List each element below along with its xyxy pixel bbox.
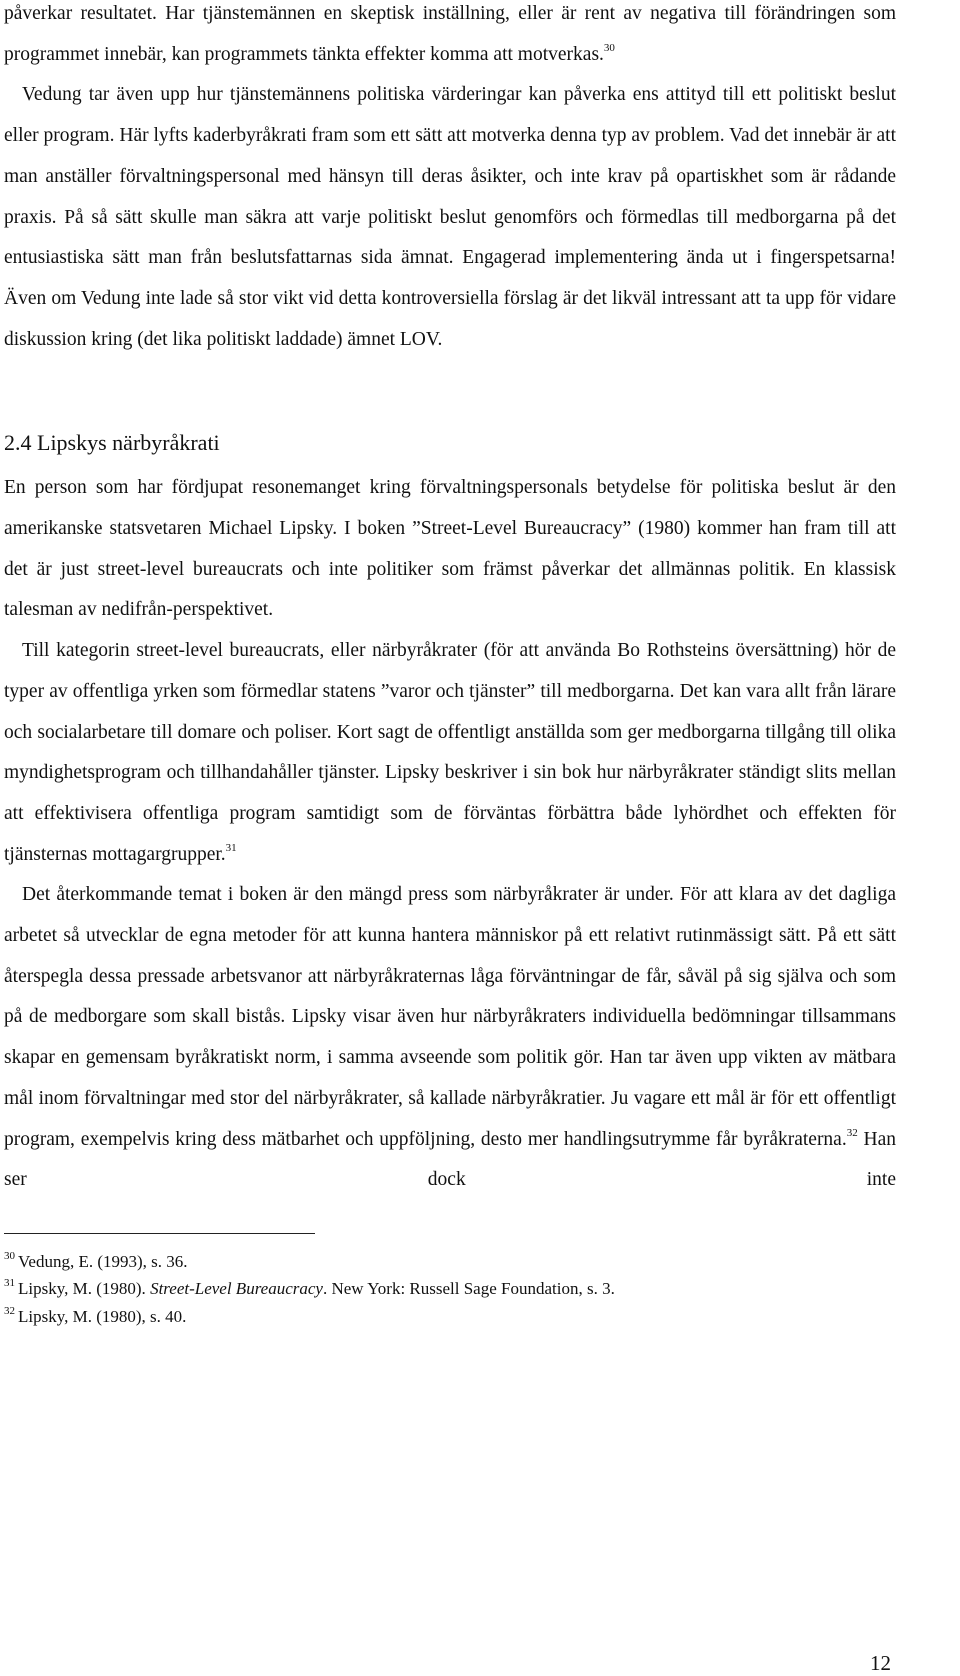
footnotes (4, 1248, 896, 1331)
paragraph-text: En person som har fördjupat resonemanget kring förvaltningspersonals betydelse för politiska beslut är den amerikanske statsvetaren Michael Lipsky. I boken ”Street-Level Bureaucracy” (1980) kommer han fram till att det är just street-level bureaucrats och inte politiker som främst påverkar det allmännas politik. En klassisk talesman av nedifrån-perspektivet. (4, 477, 896, 621)
footnote-ref-30: 30 (603, 41, 615, 54)
section-heading: 2.4 Lipskys närbyråkrati (4, 430, 220, 456)
footnote-ref-32: 32 (846, 1126, 858, 1139)
footnote-text: . New York: Russell Sage Foundation, s. 3. (322, 1279, 615, 1299)
footnote-separator (4, 1233, 315, 1234)
paragraph-text: Det återkommande temat i boken är den mängd press som närbyråkrater är under. För att klara av det dagliga arbetet så utvecklar de egna metoder för att kunna hantera människor på ett relativt rutinmässigt sätt. På ett sätt återspegla dessa pressade arbetsvanor att närbyråkraternas låga förväntningar de får, såväl på sig själva och som på de medborgare som skall bistås. Lipsky visar även hur närbyråkraters individuella bedömningar tillsammans skapar en gemensam byråkratiskt norm, i samma avseende som politik gör. Han tar även upp vikten av mätbara mål inom förvaltningar med stor del närbyråkrater, så kallade närbyråkratier. Ju vagare ett mål är för ett offentligt program, exempelvis kring dess mätbarhet och uppföljning, desto mer handlingsutrymme får byråkraterna. (4, 884, 896, 1150)
footnote-ref-31: 31 (225, 841, 237, 854)
footnote-text: Lipsky, M. (1980). (18, 1279, 151, 1299)
footnote-32 (4, 1303, 896, 1331)
footnote-text: Vedung, E. (1993), s. 36. (18, 1251, 188, 1271)
paragraph-text: Vedung tar även upp hur tjänstemännens politiska värderingar kan påverka ens attityd till ett politiskt beslut eller program. Här lyfts kaderbyråkrati fram som ett sätt att motverka denna typ av problem. Vad det innebär är att man anställer förvaltningspersonal med hänsyn till deras åsikter, och inte krav på opartiskhet som är rådande praxis. På så sätt skulle man säkra att varje politiskt beslut genomförs och förmedlas till medborgarna på det entusiastiska sätt man från beslutsfattarnas sida ämnat. Engagerad implementering ända ut i fingerspetsarna! Även om Vedung inte lade så stor vikt vid detta kontroversiella förslag är det likväl intressant att ta upp för vidare diskussion kring (det lika politiskt laddade) ämnet LOV. (4, 84, 896, 350)
paragraph-street-level (4, 631, 896, 875)
paragraph-pressure (4, 875, 896, 1201)
paragraph-text: Till kategorin street-level bureaucrats, eller närbyråkrater (för att använda Bo Rothsteins översättning) hör de typer av offentliga yrken som förmedlar statens ”varor och tjänster” till medborgarna. Det kan vara allt från lärare och socialarbetare till domare och poliser. Kort sagt de offentligt anställda som ger medborgarna tillgång till olika myndighetsprogram och tillhandahåller tjänster. Lipsky beskriver i sin bok hur närbyråkrater ständigt slits mellan att effektivisera offentliga program samtidigt som de förväntas förbättra både lyhördhet och effekten för tjänsternas mottagargrupper. (4, 640, 896, 865)
footnote-31 (4, 1275, 896, 1303)
footnote-number: 31 (4, 1277, 15, 1290)
paragraph-lipsky-intro (4, 468, 896, 631)
footnote-number: 32 (4, 1304, 15, 1317)
footnote-number: 30 (4, 1249, 15, 1262)
footnote-30 (4, 1248, 896, 1276)
document-page (4, 0, 896, 1330)
footnote-book-title: Street-Level Bureaucracy (150, 1279, 323, 1299)
footnote-text: Lipsky, M. (1980), s. 40. (18, 1306, 187, 1326)
paragraph-text: påverkar resultatet. Har tjänstemännen en skeptisk inställning, eller är rent av negativa till förändringen som programmet innebär, kan programmets tänkta effekter komma att motverkas. (4, 3, 896, 65)
paragraph-text-tail: Han ser dock inte (4, 1128, 896, 1191)
paragraph-continuation (4, 0, 896, 75)
page-number: 12 (870, 1651, 891, 1675)
paragraph-vedung-values (4, 75, 896, 360)
